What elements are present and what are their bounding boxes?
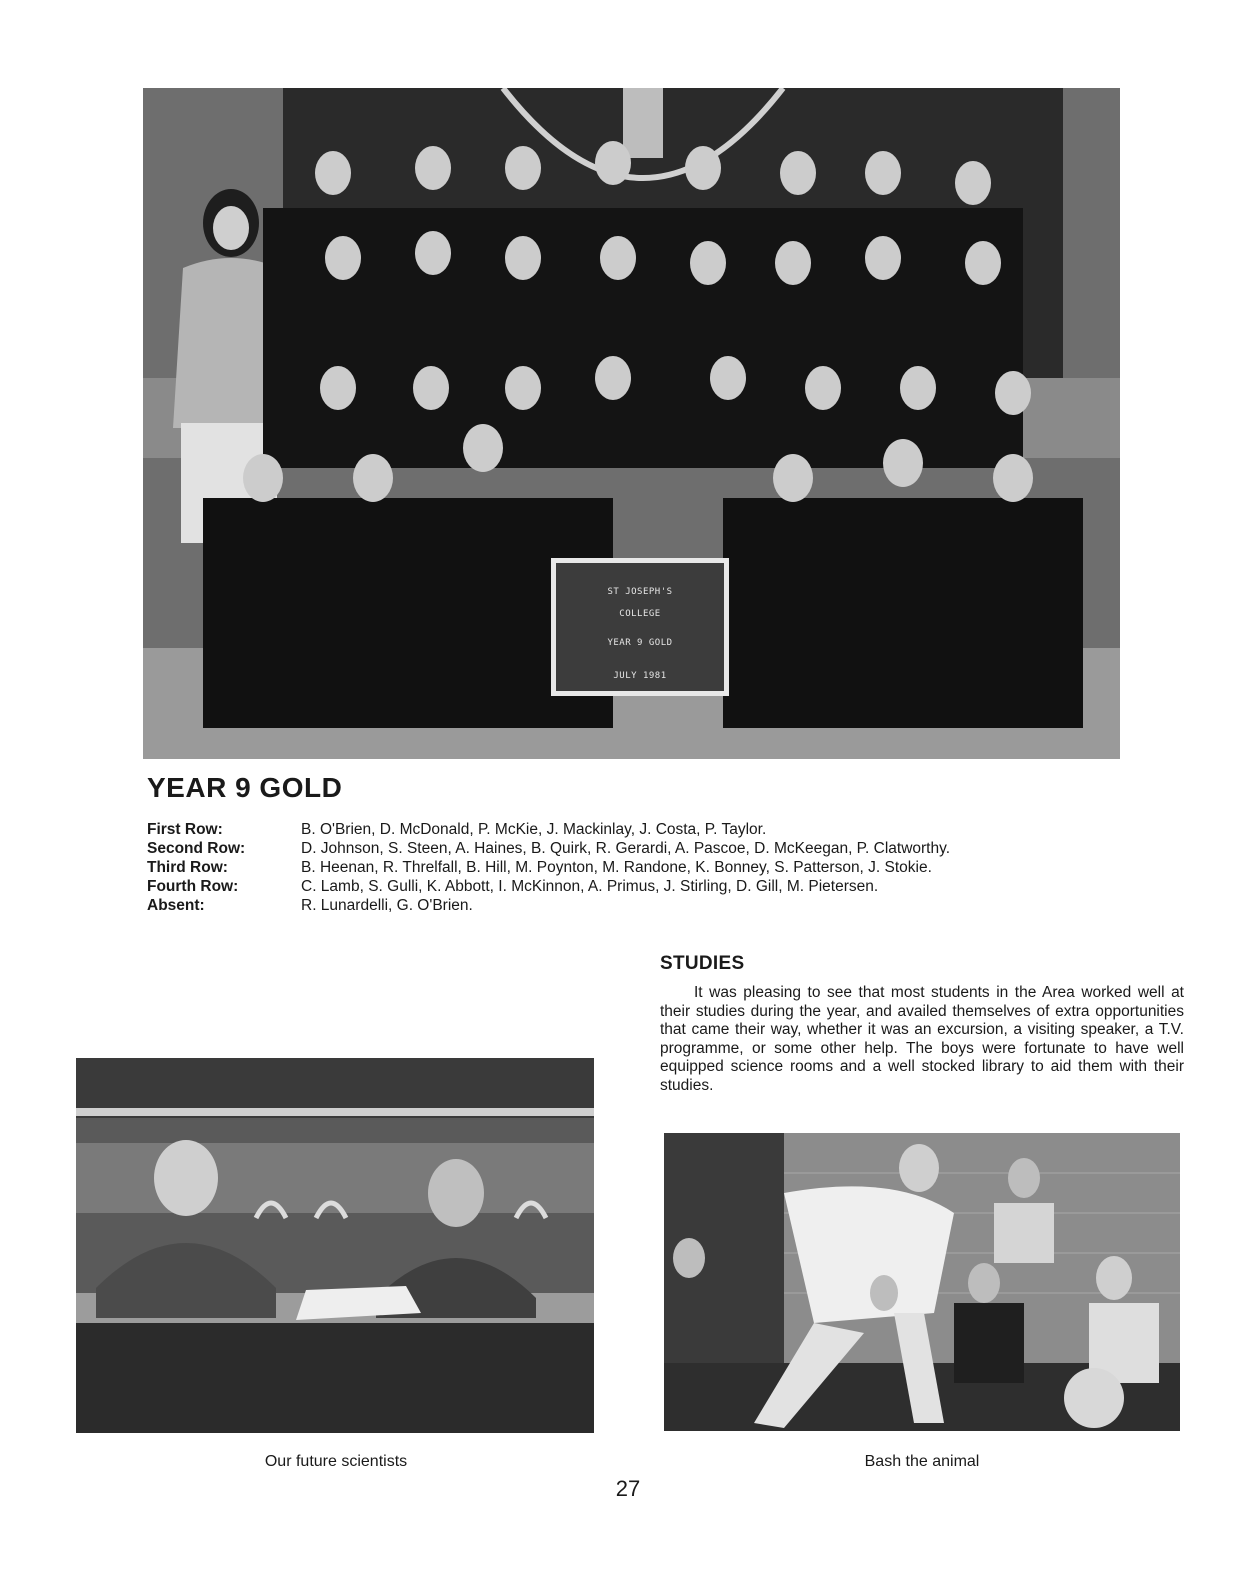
gym-photo-image (664, 1133, 1180, 1431)
roster-names: B. Heenan, R. Threlfall, B. Hill, M. Poynton, M. Randone, K. Bonney, S. Patterson, J. Stokie. (301, 859, 932, 876)
roster-row-fourth (147, 877, 1107, 896)
lab-photo (76, 1058, 594, 1433)
roster-names: C. Lamb, S. Gulli, K. Abbott, I. McKinnon, A. Primus, J. Stirling, D. Gill, M. Pietersen. (301, 878, 879, 895)
roster-names: D. Johnson, S. Steen, A. Haines, B. Quirk, R. Gerardi, A. Pascoe, D. McKeegan, P. Clatworthy. (301, 840, 951, 857)
roster-label: Third Row: (147, 859, 228, 876)
class-sign-line-1: ST JOSEPH'S (607, 587, 673, 597)
class-title: YEAR 9 GOLD (147, 772, 343, 803)
roster-names: R. Lunardelli, G. O'Brien. (301, 897, 473, 914)
class-roster (147, 820, 1107, 915)
page-number: 27 (615, 1476, 641, 1501)
roster-row-absent (147, 896, 1107, 915)
roster-row-first (147, 820, 1107, 839)
roster-label: Fourth Row: (147, 878, 239, 895)
class-sign (551, 558, 729, 696)
gym-photo-caption: Bash the animal (864, 1453, 980, 1470)
gym-photo (664, 1133, 1180, 1431)
lab-photo-image (76, 1058, 594, 1433)
roster-label: First Row: (147, 821, 223, 838)
roster-row-third (147, 858, 1107, 877)
roster-names: B. O'Brien, D. McDonald, P. McKie, J. Mackinlay, J. Costa, P. Taylor. (301, 821, 767, 838)
lab-photo-caption: Our future scientists (264, 1453, 408, 1470)
roster-row-second (147, 839, 1107, 858)
class-photo-image (143, 88, 1120, 759)
class-sign-line-4: JULY 1981 (613, 671, 667, 681)
studies-paragraph: It was pleasing to see that most students in the Area worked well at their studies during the year, and availed themselves of extra opportunities that came their way, whether it was an excursion, a visiting speaker, a T.V. programme, or some other help. The boys were fortunate to have well equipped science rooms and a well stocked library to aid them with their studies. (660, 984, 1184, 1094)
class-sign-line-3: YEAR 9 GOLD (607, 638, 673, 648)
roster-label: Absent: (147, 897, 205, 914)
class-sign-line-2: COLLEGE (619, 609, 661, 619)
roster-label: Second Row: (147, 840, 246, 857)
studies-heading: STUDIES (660, 953, 745, 974)
class-photo (143, 88, 1120, 759)
